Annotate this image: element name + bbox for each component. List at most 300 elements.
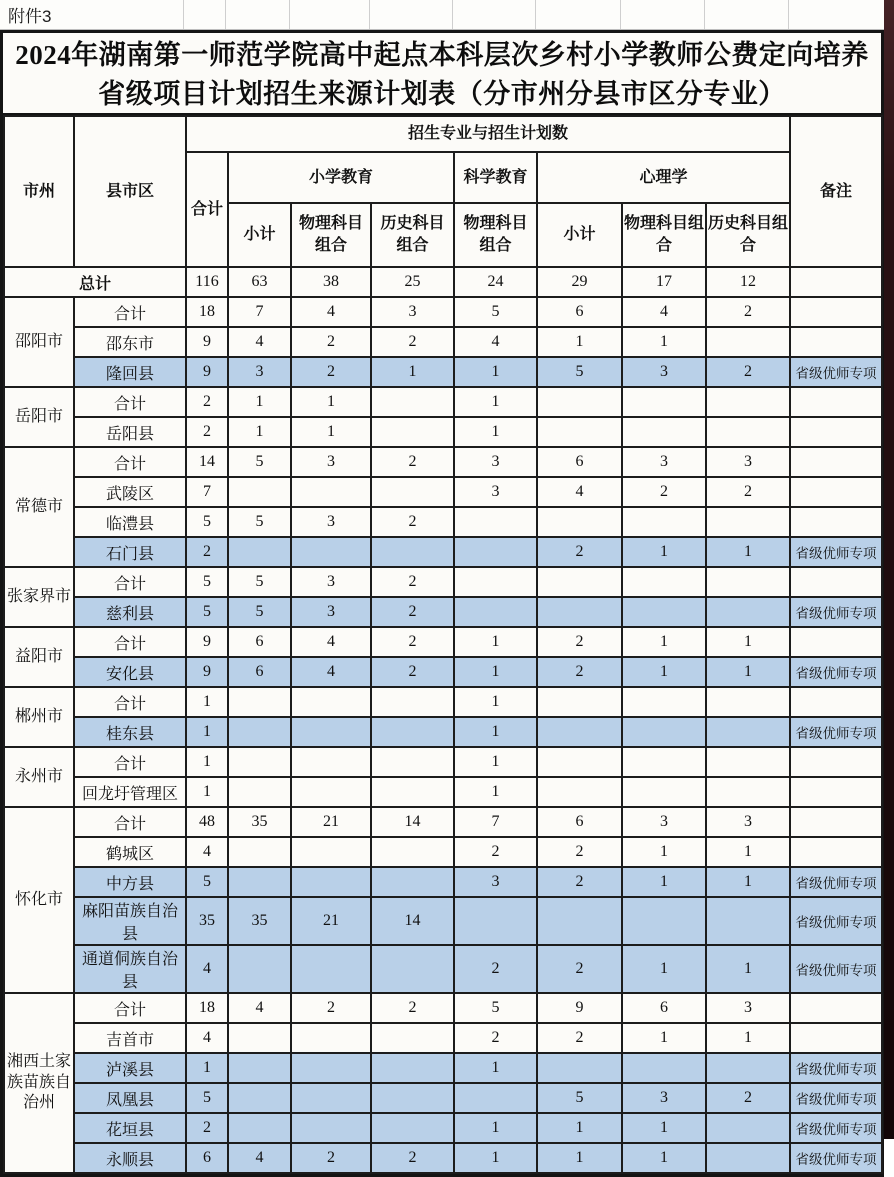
value-cell: 1	[622, 1143, 706, 1173]
remark-cell	[790, 567, 882, 597]
value-cell: 7	[454, 807, 537, 837]
value-cell: 2	[706, 297, 790, 327]
value-cell: 6	[537, 447, 622, 477]
table-row	[4, 897, 882, 945]
value-cell	[228, 837, 291, 867]
remark-cell	[790, 687, 882, 717]
remark-cell	[790, 1023, 882, 1053]
value-cell	[537, 567, 622, 597]
value-cell: 4	[228, 993, 291, 1023]
table-row	[4, 417, 882, 447]
table-header	[4, 116, 882, 267]
value-cell	[454, 597, 537, 627]
value-cell	[228, 945, 291, 993]
value-cell: 5	[186, 1083, 228, 1113]
remark-cell	[790, 807, 882, 837]
value-cell: 1	[537, 1113, 622, 1143]
value-cell	[706, 777, 790, 807]
value-cell: 1	[706, 537, 790, 567]
remark-cell: 省级优师专项	[790, 357, 882, 387]
value-cell	[706, 897, 790, 945]
grand-total-value: 24	[454, 267, 537, 297]
value-cell: 1	[228, 387, 291, 417]
county-cell: 合计	[74, 993, 186, 1023]
value-cell: 1	[622, 945, 706, 993]
value-cell: 2	[537, 537, 622, 567]
value-cell: 4	[537, 477, 622, 507]
value-cell	[706, 327, 790, 357]
value-cell	[622, 717, 706, 747]
value-cell	[371, 747, 454, 777]
value-cell: 3	[454, 867, 537, 897]
value-cell: 2	[371, 447, 454, 477]
table-body	[4, 267, 882, 1173]
value-cell	[371, 1113, 454, 1143]
value-cell	[291, 837, 371, 867]
value-cell: 35	[186, 897, 228, 945]
value-cell: 2	[371, 993, 454, 1023]
value-cell	[371, 687, 454, 717]
title-line-1: 2024年湖南第一师范学院高中起点本科层次乡村小学教师公费定向培养	[15, 40, 869, 70]
value-cell: 7	[186, 477, 228, 507]
value-cell	[371, 1083, 454, 1113]
value-cell	[622, 567, 706, 597]
header-primary-subtotal: 小计	[228, 203, 291, 267]
remark-cell: 省级优师专项	[790, 657, 882, 687]
grand-total-value: 17	[622, 267, 706, 297]
value-cell	[371, 477, 454, 507]
value-cell: 4	[186, 1023, 228, 1053]
county-cell: 慈利县	[74, 597, 186, 627]
value-cell: 1	[622, 1113, 706, 1143]
value-cell: 1	[454, 747, 537, 777]
remark-cell: 省级优师专项	[790, 1053, 882, 1083]
document-title	[3, 33, 881, 115]
value-cell	[706, 417, 790, 447]
value-cell: 1	[537, 1143, 622, 1173]
county-cell: 合计	[74, 687, 186, 717]
value-cell: 48	[186, 807, 228, 837]
remark-cell	[790, 837, 882, 867]
value-cell: 1	[706, 1023, 790, 1053]
title-line-2: 省级项目计划招生来源计划表（分市州分县市区分专业）	[98, 79, 786, 109]
value-cell: 1	[186, 777, 228, 807]
table-row	[4, 1143, 882, 1173]
table-row	[4, 657, 882, 687]
value-cell: 6	[537, 807, 622, 837]
value-cell: 14	[186, 447, 228, 477]
value-cell: 1	[454, 687, 537, 717]
table-row	[4, 1083, 882, 1113]
value-cell	[706, 1113, 790, 1143]
remark-cell: 省级优师专项	[790, 537, 882, 567]
header-primary-history-combo: 历史科目组合	[371, 203, 454, 267]
value-cell	[706, 717, 790, 747]
value-cell	[622, 597, 706, 627]
value-cell: 1	[622, 1023, 706, 1053]
county-cell: 中方县	[74, 867, 186, 897]
value-cell	[537, 1053, 622, 1083]
table-row	[4, 807, 882, 837]
value-cell	[228, 537, 291, 567]
value-cell: 14	[371, 897, 454, 945]
value-cell: 1	[706, 867, 790, 897]
remark-cell	[790, 627, 882, 657]
value-cell	[537, 687, 622, 717]
value-cell	[537, 597, 622, 627]
value-cell: 5	[537, 1083, 622, 1113]
remark-cell	[790, 447, 882, 477]
value-cell: 1	[186, 717, 228, 747]
county-cell: 鹤城区	[74, 837, 186, 867]
table-row	[4, 867, 882, 897]
value-cell	[228, 1053, 291, 1083]
value-cell	[454, 567, 537, 597]
value-cell	[371, 945, 454, 993]
value-cell: 1	[186, 1053, 228, 1083]
value-cell: 3	[291, 597, 371, 627]
value-cell	[622, 387, 706, 417]
value-cell: 1	[537, 327, 622, 357]
header-science-education: 科学教育	[454, 152, 537, 203]
value-cell	[537, 747, 622, 777]
county-cell: 永顺县	[74, 1143, 186, 1173]
value-cell: 1	[454, 417, 537, 447]
value-cell	[371, 837, 454, 867]
value-cell: 1	[622, 867, 706, 897]
value-cell: 1	[291, 387, 371, 417]
value-cell: 2	[622, 477, 706, 507]
value-cell	[706, 387, 790, 417]
value-cell	[291, 477, 371, 507]
enrollment-plan-table	[3, 115, 883, 1174]
city-cell: 邵阳市	[4, 297, 74, 387]
header-psychology-physics-combo: 物理科目组合	[622, 203, 706, 267]
value-cell: 4	[186, 945, 228, 993]
value-cell: 2	[371, 627, 454, 657]
remark-cell	[790, 417, 882, 447]
city-cell: 益阳市	[4, 627, 74, 687]
county-cell: 回龙圩管理区	[74, 777, 186, 807]
county-cell: 临澧县	[74, 507, 186, 537]
value-cell: 2	[454, 945, 537, 993]
value-cell: 2	[537, 945, 622, 993]
value-cell	[706, 507, 790, 537]
value-cell	[706, 687, 790, 717]
county-cell: 石门县	[74, 537, 186, 567]
table-row	[4, 447, 882, 477]
grand-total-value: 25	[371, 267, 454, 297]
value-cell: 3	[622, 807, 706, 837]
value-cell	[291, 537, 371, 567]
city-cell: 张家界市	[4, 567, 74, 627]
header-total: 合计	[186, 152, 228, 267]
value-cell: 9	[186, 657, 228, 687]
value-cell	[228, 477, 291, 507]
grand-total-value: 29	[537, 267, 622, 297]
remark-cell	[790, 747, 882, 777]
value-cell	[537, 387, 622, 417]
value-cell: 1	[706, 627, 790, 657]
value-cell: 5	[454, 297, 537, 327]
value-cell: 5	[537, 357, 622, 387]
value-cell: 6	[186, 1143, 228, 1173]
value-cell	[371, 387, 454, 417]
value-cell: 3	[454, 447, 537, 477]
remark-cell	[790, 267, 882, 297]
value-cell: 18	[186, 993, 228, 1023]
value-cell	[706, 1053, 790, 1083]
attachment-label: 附件3	[8, 7, 52, 26]
value-cell: 4	[622, 297, 706, 327]
value-cell: 1	[622, 627, 706, 657]
value-cell: 2	[291, 327, 371, 357]
county-cell: 凤凰县	[74, 1083, 186, 1113]
value-cell	[622, 897, 706, 945]
table-row	[4, 477, 882, 507]
value-cell: 21	[291, 897, 371, 945]
value-cell: 2	[371, 567, 454, 597]
value-cell: 1	[454, 1053, 537, 1083]
value-cell: 2	[454, 837, 537, 867]
remark-cell	[790, 477, 882, 507]
table-row	[4, 747, 882, 777]
value-cell: 5	[228, 507, 291, 537]
county-cell: 合计	[74, 297, 186, 327]
value-cell	[706, 747, 790, 777]
city-cell: 永州市	[4, 747, 74, 807]
value-cell: 3	[371, 297, 454, 327]
remark-cell: 省级优师专项	[790, 867, 882, 897]
value-cell: 1	[454, 657, 537, 687]
photo-edge	[884, 0, 894, 1139]
value-cell: 1	[454, 357, 537, 387]
grand-total-value: 116	[186, 267, 228, 297]
value-cell	[291, 945, 371, 993]
value-cell	[454, 897, 537, 945]
value-cell: 2	[371, 657, 454, 687]
value-cell: 18	[186, 297, 228, 327]
value-cell: 2	[186, 537, 228, 567]
value-cell	[228, 747, 291, 777]
value-cell	[228, 1113, 291, 1143]
value-cell	[371, 777, 454, 807]
value-cell	[622, 507, 706, 537]
value-cell	[622, 1053, 706, 1083]
value-cell: 35	[228, 807, 291, 837]
remark-cell	[790, 327, 882, 357]
value-cell: 1	[454, 777, 537, 807]
value-cell: 2	[537, 627, 622, 657]
value-cell: 35	[228, 897, 291, 945]
table-row	[4, 327, 882, 357]
value-cell: 6	[228, 657, 291, 687]
value-cell	[622, 747, 706, 777]
table-row	[4, 687, 882, 717]
value-cell: 2	[291, 1143, 371, 1173]
remark-cell: 省级优师专项	[790, 717, 882, 747]
value-cell: 2	[537, 867, 622, 897]
value-cell: 5	[186, 567, 228, 597]
value-cell: 2	[537, 837, 622, 867]
value-cell: 2	[454, 1023, 537, 1053]
value-cell	[371, 867, 454, 897]
county-cell: 邵东市	[74, 327, 186, 357]
value-cell: 9	[186, 357, 228, 387]
value-cell: 3	[228, 357, 291, 387]
county-cell: 通道侗族自治县	[74, 945, 186, 993]
value-cell	[622, 777, 706, 807]
value-cell	[228, 867, 291, 897]
value-cell: 3	[706, 993, 790, 1023]
county-cell: 合计	[74, 747, 186, 777]
table-row	[4, 717, 882, 747]
table-row	[4, 1023, 882, 1053]
grand-total-row	[4, 267, 882, 297]
value-cell: 3	[622, 357, 706, 387]
value-cell	[228, 687, 291, 717]
plan-table-sheet	[0, 30, 884, 1177]
county-cell: 麻阳苗族自治县	[74, 897, 186, 945]
value-cell: 4	[454, 327, 537, 357]
value-cell	[537, 507, 622, 537]
city-cell: 常德市	[4, 447, 74, 567]
value-cell: 1	[454, 717, 537, 747]
value-cell	[291, 1023, 371, 1053]
value-cell	[291, 687, 371, 717]
table-row	[4, 993, 882, 1023]
value-cell: 5	[186, 597, 228, 627]
table-row	[4, 627, 882, 657]
value-cell	[371, 1053, 454, 1083]
value-cell	[291, 867, 371, 897]
county-cell: 武陵区	[74, 477, 186, 507]
value-cell: 2	[186, 417, 228, 447]
value-cell: 4	[291, 297, 371, 327]
header-psychology-subtotal: 小计	[537, 203, 622, 267]
table-row	[4, 597, 882, 627]
value-cell: 3	[622, 447, 706, 477]
value-cell	[228, 717, 291, 747]
remark-cell	[790, 507, 882, 537]
county-cell: 岳阳县	[74, 417, 186, 447]
value-cell: 4	[186, 837, 228, 867]
remark-cell	[790, 777, 882, 807]
remark-cell	[790, 297, 882, 327]
county-cell: 桂东县	[74, 717, 186, 747]
value-cell: 3	[291, 507, 371, 537]
value-cell: 9	[186, 327, 228, 357]
value-cell	[291, 1053, 371, 1083]
value-cell: 4	[228, 327, 291, 357]
value-cell	[371, 1023, 454, 1053]
table-row	[4, 837, 882, 867]
header-primary-education: 小学教育	[228, 152, 454, 203]
value-cell: 2	[371, 507, 454, 537]
value-cell: 3	[454, 477, 537, 507]
value-cell: 5	[186, 507, 228, 537]
value-cell: 1	[291, 417, 371, 447]
county-cell: 安化县	[74, 657, 186, 687]
value-cell: 1	[454, 627, 537, 657]
value-cell: 5	[228, 447, 291, 477]
value-cell: 1	[371, 357, 454, 387]
value-cell	[537, 717, 622, 747]
value-cell: 4	[291, 627, 371, 657]
table-row	[4, 945, 882, 993]
value-cell: 1	[454, 1143, 537, 1173]
table-row	[4, 1053, 882, 1083]
remark-cell: 省级优师专项	[790, 1113, 882, 1143]
county-cell: 合计	[74, 387, 186, 417]
value-cell: 2	[706, 357, 790, 387]
grand-total-value: 38	[291, 267, 371, 297]
value-cell: 1	[622, 657, 706, 687]
value-cell	[622, 417, 706, 447]
value-cell: 2	[186, 1113, 228, 1143]
city-cell: 湘西土家族苗族自治州	[4, 993, 74, 1173]
value-cell: 1	[454, 1113, 537, 1143]
county-cell: 吉首市	[74, 1023, 186, 1053]
table-row	[4, 567, 882, 597]
value-cell	[454, 507, 537, 537]
value-cell: 1	[186, 747, 228, 777]
county-cell: 花垣县	[74, 1113, 186, 1143]
value-cell: 2	[291, 357, 371, 387]
table-row	[4, 357, 882, 387]
county-cell: 泸溪县	[74, 1053, 186, 1083]
value-cell: 1	[228, 417, 291, 447]
header-psychology: 心理学	[537, 152, 790, 203]
grand-total-value: 12	[706, 267, 790, 297]
value-cell: 3	[622, 1083, 706, 1113]
value-cell: 1	[622, 837, 706, 867]
value-cell: 2	[186, 387, 228, 417]
header-science-physics-combo: 物理科目组合	[454, 203, 537, 267]
value-cell	[291, 1113, 371, 1143]
value-cell	[537, 897, 622, 945]
table-row	[4, 507, 882, 537]
table-row	[4, 1113, 882, 1143]
remark-cell: 省级优师专项	[790, 597, 882, 627]
city-cell: 岳阳市	[4, 387, 74, 447]
remark-cell: 省级优师专项	[790, 945, 882, 993]
value-cell: 3	[706, 807, 790, 837]
value-cell: 7	[228, 297, 291, 327]
value-cell: 2	[371, 1143, 454, 1173]
header-primary-physics-combo: 物理科目组合	[291, 203, 371, 267]
value-cell: 21	[291, 807, 371, 837]
value-cell: 5	[186, 867, 228, 897]
value-cell	[706, 597, 790, 627]
header-plan-group: 招生专业与招生计划数	[186, 116, 790, 152]
value-cell: 4	[228, 1143, 291, 1173]
value-cell: 9	[537, 993, 622, 1023]
remark-cell: 省级优师专项	[790, 1143, 882, 1173]
table-row	[4, 387, 882, 417]
header-city: 市州	[4, 116, 74, 267]
value-cell: 3	[291, 567, 371, 597]
grand-total-value: 63	[228, 267, 291, 297]
value-cell: 1	[622, 327, 706, 357]
value-cell	[291, 777, 371, 807]
value-cell: 2	[706, 1083, 790, 1113]
value-cell: 1	[706, 657, 790, 687]
value-cell: 9	[186, 627, 228, 657]
county-cell: 合计	[74, 627, 186, 657]
remark-cell: 省级优师专项	[790, 1083, 882, 1113]
header-psychology-history-combo: 历史科目组合	[706, 203, 790, 267]
